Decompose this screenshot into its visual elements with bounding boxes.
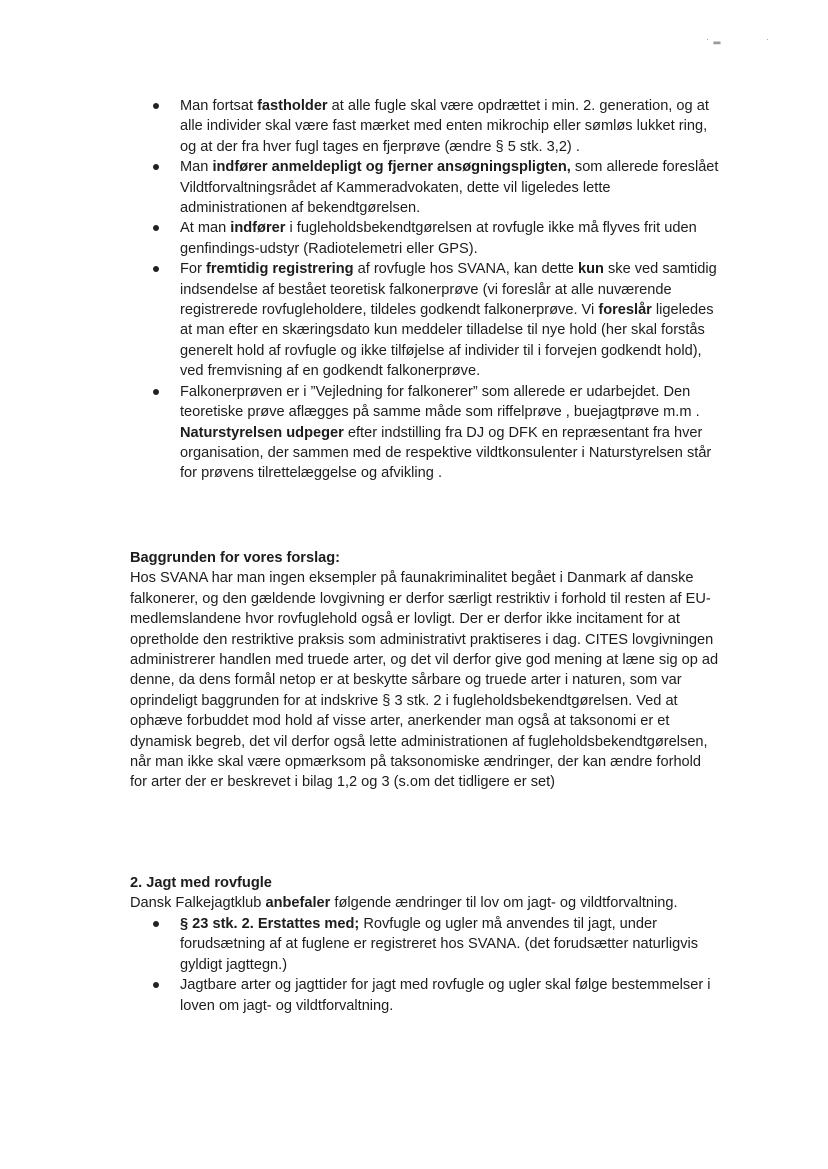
text-run: Man fortsat [180, 98, 258, 114]
bold-text: § 23 stk. 2. Erstattes med; [180, 916, 360, 932]
list-item [150, 914, 720, 975]
section-intro: Dansk Falkejagtklub anbefaler følgende ændringer til lov om jagt- og vildtforvaltning. [130, 895, 678, 912]
hunting-section [130, 873, 720, 914]
proposal-bullet-list [150, 96, 720, 484]
text-run: Rovfugle og ugler må anvendes til jagt, under forudsætning af at fuglene er registreret hos SVANA. (det forudsætter naturligvis gyldigt jagttegn.) [180, 916, 699, 973]
hunting-bullet-list [150, 914, 720, 1016]
text-run: som allerede foreslået Vildtforvaltningsrådet af Kammeradvokaten, dette vil ligeledes lette administrationen af bekendtgørelsen. [180, 159, 719, 217]
text-run: af rovfugle hos SVANA, kan dette [353, 261, 578, 278]
list-item [150, 975, 720, 1016]
text-run: i fugleholdsbekendtgørelsen at rovfugle ikke må flyves frit uden genfindings-udstyr (Radiotelemetri eller GPS). [180, 220, 697, 257]
bullet-icon [153, 225, 159, 231]
bullet-icon [153, 982, 159, 988]
text-run: Falkonerprøven er i ”Vejledning for falkonerer” som allerede er udarbejdet. Den teoretiske prøve aflægges på samme måde som riffelprøve , buejagtprøve m.m . [180, 383, 700, 421]
list-item [150, 382, 720, 484]
bold-text: kun [577, 261, 604, 278]
scan-artifact-mark: · ▂ [706, 34, 722, 44]
list-item [150, 157, 720, 218]
text-run: At man [180, 220, 231, 237]
bold-text: foreslår [598, 302, 652, 319]
background-heading: Baggrunden for vores forslag: [130, 550, 341, 566]
bullet-icon [153, 389, 159, 395]
section-heading: 2. Jagt med rovfugle [130, 875, 272, 891]
bullet-icon [153, 921, 159, 927]
bullet-icon [153, 103, 159, 109]
list-item [150, 96, 720, 157]
text-run: ligeledes at man efter en skæringsdato kun meddeler tilladelse til nye hold (her skal forstås generelt hold af rovfugle og ikke tilføjelse af individer til i forvejen godkendt hold), ved fremvisning af en godkendt falkonerprøve. [180, 302, 714, 380]
bullet-icon [153, 266, 159, 272]
text-run: For [180, 261, 206, 278]
list-item [150, 259, 720, 381]
bold-text: indfører [230, 220, 286, 237]
bullet-icon [153, 164, 159, 170]
text-run: at alle fugle skal være opdrættet i min. 2. generation, og at alle individer skal være fast mærket med enten mikrochip eller sømløs lukket ring, og at der fra hver fugl tages en fjerprøve (ændre § 5 stk. 3,2) . [180, 98, 709, 155]
text-run: Man [180, 159, 213, 176]
bold-text: Naturstyrelsen udpeger [180, 424, 344, 441]
bold-text: indfører anmeldepligt og fjerner ansøgningspligten, [212, 159, 571, 176]
text-run: efter indstilling fra DJ og DFK en repræsentant fra hver organisation, der sammen med de respektive vildtkonsulenter i Naturstyrelsen står for prøvens tilrettelæggelse og afvikling . [180, 424, 712, 482]
background-body: Hos SVANA har man ingen eksempler på faunakriminalitet begået i Danmark af danske falkonerer, og den gældende lovgivning er derfor særligt restriktiv i forhold til resten af EU-medlemslandene hvor rovfuglehold også er lovligt. Der er derfor ikke incitament for at opretholde den restriktive praksis som administrativt praktiseres i dag. CITES lovgivningen administrerer handlen med truede arter, og det vil derfor give god mening at læne sig op ad denne, da dens formål netop er at beskytte sårbare og truede arter i naturen, som var oprindeligt baggrunden for at indskrive § 3 stk. 2 i fugleholdsbekendtgørelsen. Ved at ophæve forbuddet mod hold af visse arter, anerkender man også at taksonomi er et dynamisk begreb, det vil derfor også lette administrationen af fugleholdsbekendtgørelsen, når man ikke skal være opmærksom på taksonomiske ændringer, der kan ændre forhold for arter der er beskrevet i bilag 1,2 og 3 (s.om det tidligere er set) [130, 570, 719, 791]
bold-text: fastholder [257, 98, 328, 114]
list-item [150, 218, 720, 259]
text-run: ske ved samtidig indsendelse af bestået teoretisk falkonerprøve (vi foreslår at alle nuværende registrerede rovfugleholdere, tildeles godkendt falkonerprøve. Vi [180, 261, 717, 319]
scan-artifact-mark: · [766, 34, 770, 44]
text-run: Jagtbare arter og jagttider for jagt med rovfugle og ugler skal følge bestemmelser i loven om jagt- og vildtforvaltning. [180, 977, 711, 1014]
background-section [130, 548, 720, 793]
bold-text: fremtidig registrering [205, 261, 354, 278]
